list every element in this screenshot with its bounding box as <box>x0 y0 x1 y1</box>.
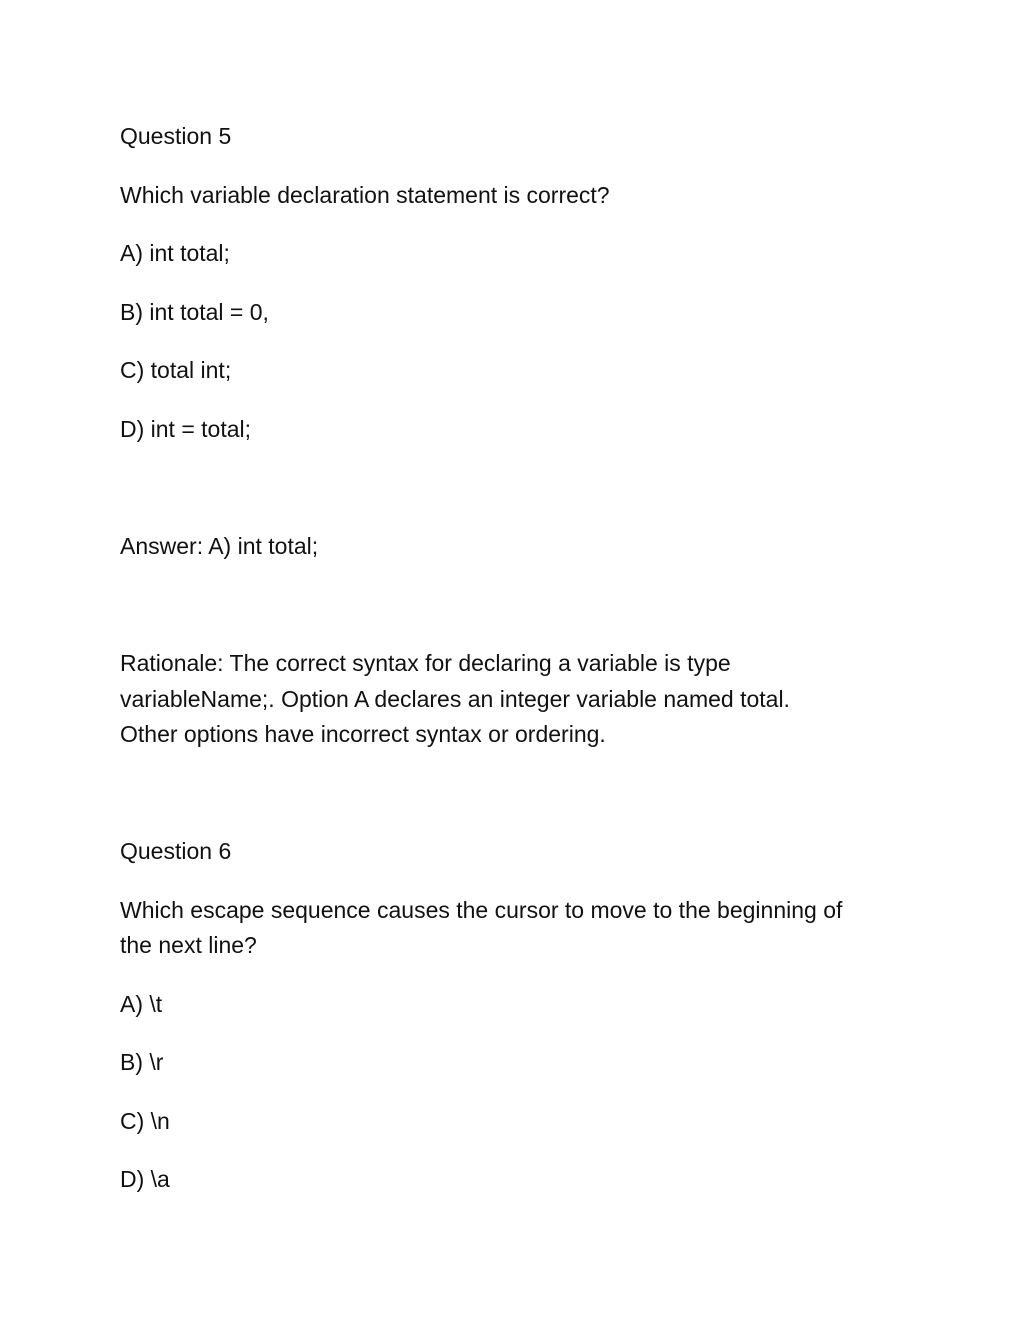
question-5-rationale-line-2: variableName;. Option A declares an integer variable named total. <box>120 686 790 712</box>
question-5-rationale-line-1: Rationale: The correct syntax for declaring a variable is type <box>120 650 731 676</box>
question-6-option-b: B) \r <box>120 1049 164 1075</box>
question-6-option-d: D) \a <box>120 1166 170 1192</box>
question-5-option-c: C) total int; <box>120 357 232 383</box>
question-5-answer: Answer: A) int total; <box>120 533 319 559</box>
question-5-heading: Question 5 <box>120 123 232 149</box>
question-6-option-a: A) \t <box>120 991 163 1017</box>
question-5-option-d: D) int = total; <box>120 416 252 442</box>
question-5-prompt: Which variable declaration statement is correct? <box>120 182 610 208</box>
question-5-option-a: A) int total; <box>120 240 230 266</box>
question-5-rationale-line-3: Other options have incorrect syntax or ordering. <box>120 721 606 747</box>
question-6-prompt-line-1: Which escape sequence causes the cursor to move to the beginning of <box>120 897 843 923</box>
question-6-option-c: C) \n <box>120 1108 170 1134</box>
question-6-prompt-line-2: the next line? <box>120 932 257 958</box>
question-6-heading: Question 6 <box>120 838 232 864</box>
question-5-option-b: B) int total = 0, <box>120 299 269 325</box>
